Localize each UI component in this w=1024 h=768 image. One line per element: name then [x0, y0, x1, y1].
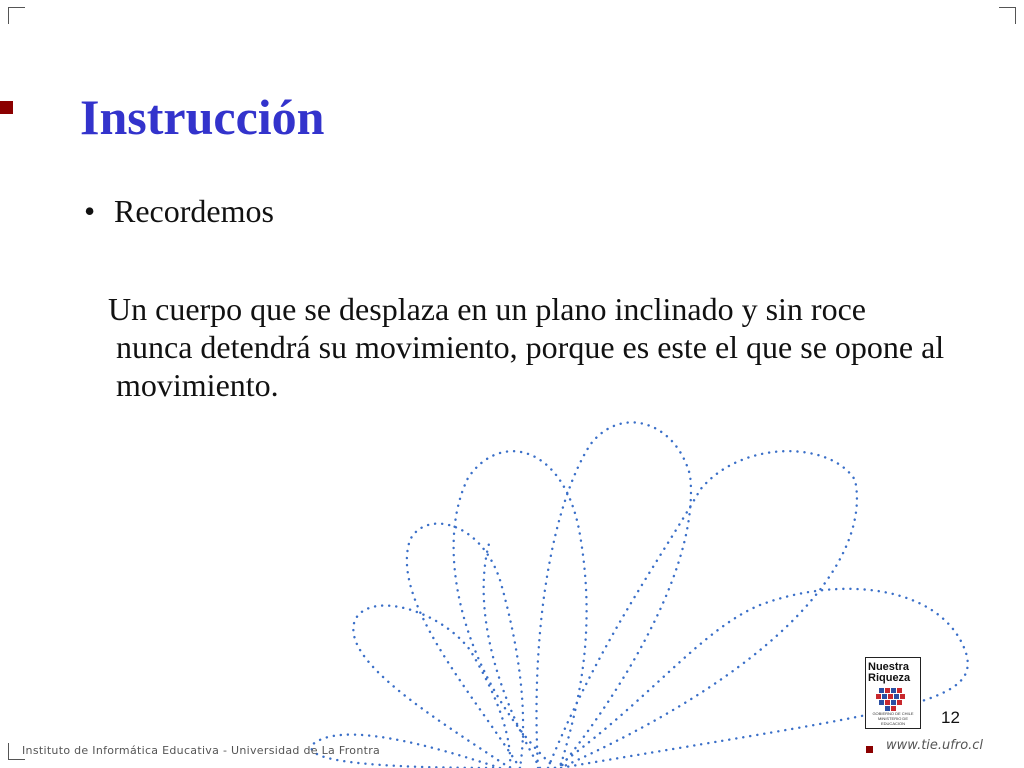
footer-marker — [866, 746, 873, 753]
bullet-item — [84, 193, 274, 230]
nuestra-riqueza-logo — [865, 657, 921, 729]
slide-title: Instrucción — [80, 89, 325, 145]
bullet-text: Recordemos — [114, 193, 274, 229]
footer-url-link[interactable]: www.tie.ufro.cl — [886, 738, 984, 753]
logo-word-1: Nuestra — [868, 661, 909, 673]
logo-caption: GOBIERNO DE CHILE MINISTERIO DE EDUCACION — [872, 711, 914, 726]
body-paragraph: Un cuerpo que se desplaza en un plano inclinado y sin roce nunca detendrá su movimiento, porque es este el que se opone al movimiento. — [108, 291, 945, 403]
logo-mosaic-icon — [867, 686, 921, 714]
bullet-dot-icon: • — [84, 193, 96, 229]
title-bullet-marker — [0, 101, 13, 114]
footer-institution: Instituto de Informática Educativa - Universidad de La Frontra — [22, 744, 381, 757]
logo-word-2: Riqueza — [868, 672, 911, 684]
page-number: 12 — [941, 708, 960, 727]
